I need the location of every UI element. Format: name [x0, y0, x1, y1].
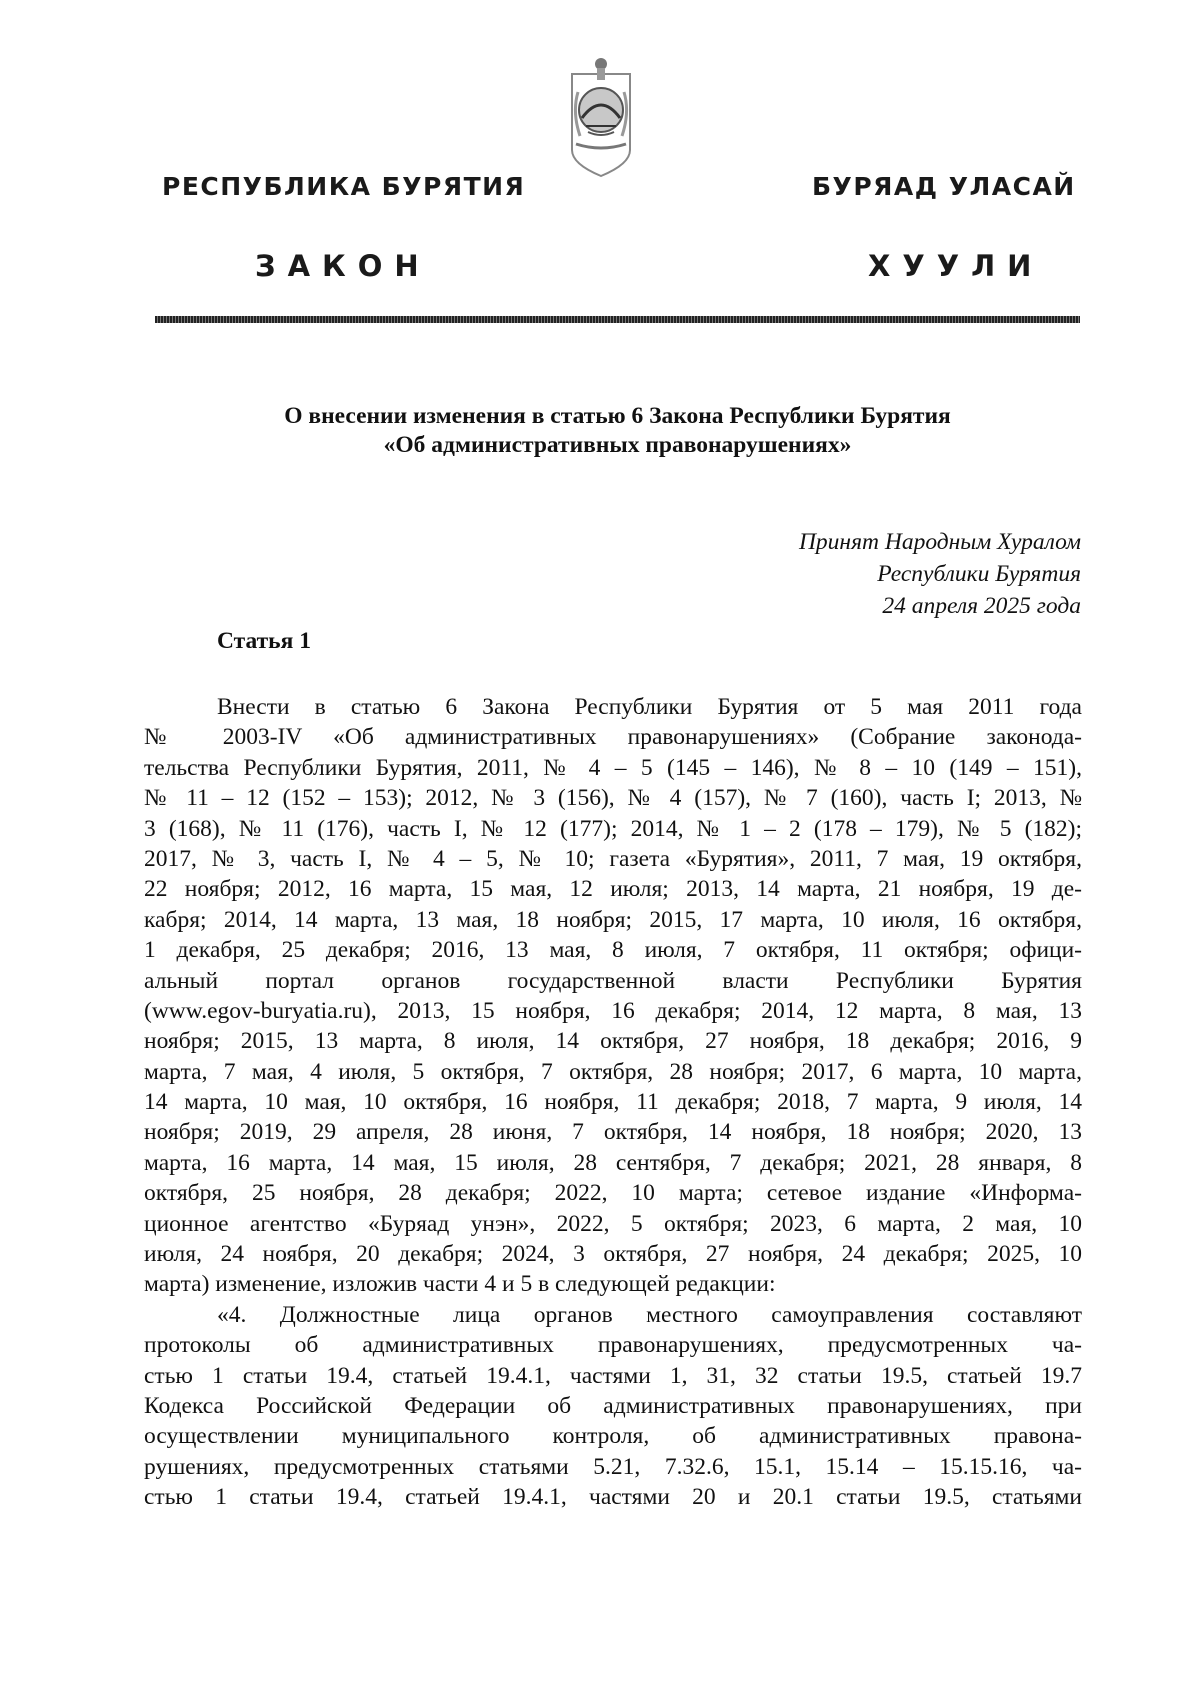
title-line: О внесении изменения в статью 6 Закона Республики Бурятия — [284, 403, 951, 429]
article-body — [144, 692, 1082, 1513]
title-line: «Об административных правонарушениях» — [383, 432, 852, 458]
law-label-buryat: ХУУЛИ — [868, 249, 1044, 283]
body-line: октября, 25 ноября, 28 декабря; 2022, 10 марта; сетевое издание «Информа- — [144, 1180, 1082, 1207]
body-line: 22 ноября; 2012, 16 марта, 15 мая, 12 июля; 2013, 14 марта, 21 ноября, 19 де- — [144, 876, 1082, 903]
body-line: 3 (168), № 11 (176), часть I, № 12 (177); 2014, № 1 – 2 (178 – 179), № 5 (182); — [144, 815, 1082, 842]
body-line: осуществлении муниципального контроля, об административных правона- — [144, 1423, 1082, 1450]
body-line: № 2003-IV «Об административных правонарушениях» (Собрание законода- — [144, 724, 1082, 751]
republic-name-russian: РЕСПУБЛИКА БУРЯТИЯ — [162, 172, 526, 201]
body-line: «4. Должностные лица органов местного самоуправления составляют — [217, 1301, 1082, 1328]
republic-name-buryat: БУРЯАД УЛАСАЙ — [812, 172, 1076, 201]
body-line: № 11 – 12 (152 – 153); 2012, № 3 (156), № 4 (157), № 7 (160), часть I; 2013, № — [144, 785, 1082, 812]
body-line: ноября; 2019, 29 апреля, 28 июня, 7 октября, 14 ноября, 18 ноября; 2020, 13 — [144, 1119, 1082, 1146]
body-line: марта, 7 мая, 4 июля, 5 октября, 7 октября, 28 ноября; 2017, 6 марта, 10 марта, — [144, 1058, 1082, 1085]
body-line: (www.egov-buryatia.ru), 2013, 15 ноября, 16 декабря; 2014, 12 марта, 8 мая, 13 — [144, 997, 1082, 1024]
adoption-note — [799, 526, 1081, 622]
body-line: кабря; 2014, 14 марта, 13 мая, 18 ноября; 2015, 17 марта, 10 июля, 16 октября, — [144, 906, 1082, 933]
header-divider — [155, 316, 1080, 323]
adoption-date: 24 апреля 2025 года — [882, 593, 1081, 619]
body-line: рушениях, предусмотренных статьями 5.21, 7.32.6, 15.1, 15.14 – 15.15.16, ча- — [144, 1453, 1082, 1480]
adoption-line: Принят Народным Хуралом — [798, 529, 1081, 555]
body-line: 2017, № 3, часть I, № 4 – 5, № 10; газета «Бурятия», 2011, 7 мая, 19 октября, — [144, 845, 1082, 872]
body-line: тельства Республики Бурятия, 2011, № 4 – 5 (145 – 146), № 8 – 10 (149 – 151), — [144, 754, 1082, 781]
body-line: стью 1 статьи 19.4, статьей 19.4.1, частями 1, 31, 32 статьи 19.5, статьей 19.7 — [144, 1362, 1082, 1389]
buryatia-coat-of-arms-icon — [568, 52, 634, 178]
body-line: Внести в статью 6 Закона Республики Бурятия от 5 мая 2011 года — [217, 694, 1082, 720]
body-line: 14 марта, 10 мая, 10 октября, 16 ноября, 11 декабря; 2018, 7 марта, 9 июля, 14 — [144, 1089, 1082, 1116]
body-line: марта) изменение, изложив части 4 и 5 в следующей редакции: — [144, 1271, 776, 1298]
body-line: альный портал органов государственной власти Республики Бурятия — [144, 967, 1082, 994]
adoption-line: Республики Бурятия — [877, 561, 1081, 587]
body-line: Кодекса Российской Федерации об административных правонарушениях, при — [144, 1392, 1082, 1419]
article-heading: Статья 1 — [217, 628, 311, 654]
body-line: стью 1 статьи 19.4, статьей 19.4.1, частями 20 и 20.1 статьи 19.5, статьями — [144, 1484, 1082, 1511]
document-title — [155, 402, 1080, 460]
body-line: протоколы об административных правонарушениях, предусмотренных ча- — [144, 1332, 1082, 1359]
body-line: ционное агентство «Буряад унэн», 2022, 5 октября; 2023, 6 марта, 2 мая, 10 — [144, 1210, 1082, 1237]
law-label-russian: ЗАКОН — [255, 249, 431, 283]
body-line: марта, 16 марта, 14 мая, 15 июля, 28 сентября, 7 декабря; 2021, 28 января, 8 — [144, 1149, 1082, 1176]
body-line: июля, 24 ноября, 20 декабря; 2024, 3 октября, 27 ноября, 24 декабря; 2025, 10 — [144, 1241, 1082, 1268]
body-line: 1 декабря, 25 декабря; 2016, 13 мая, 8 июля, 7 октября, 11 октября; офици- — [144, 937, 1082, 964]
body-line: ноября; 2015, 13 марта, 8 июля, 14 октября, 27 ноября, 18 декабря; 2016, 9 — [144, 1028, 1082, 1055]
